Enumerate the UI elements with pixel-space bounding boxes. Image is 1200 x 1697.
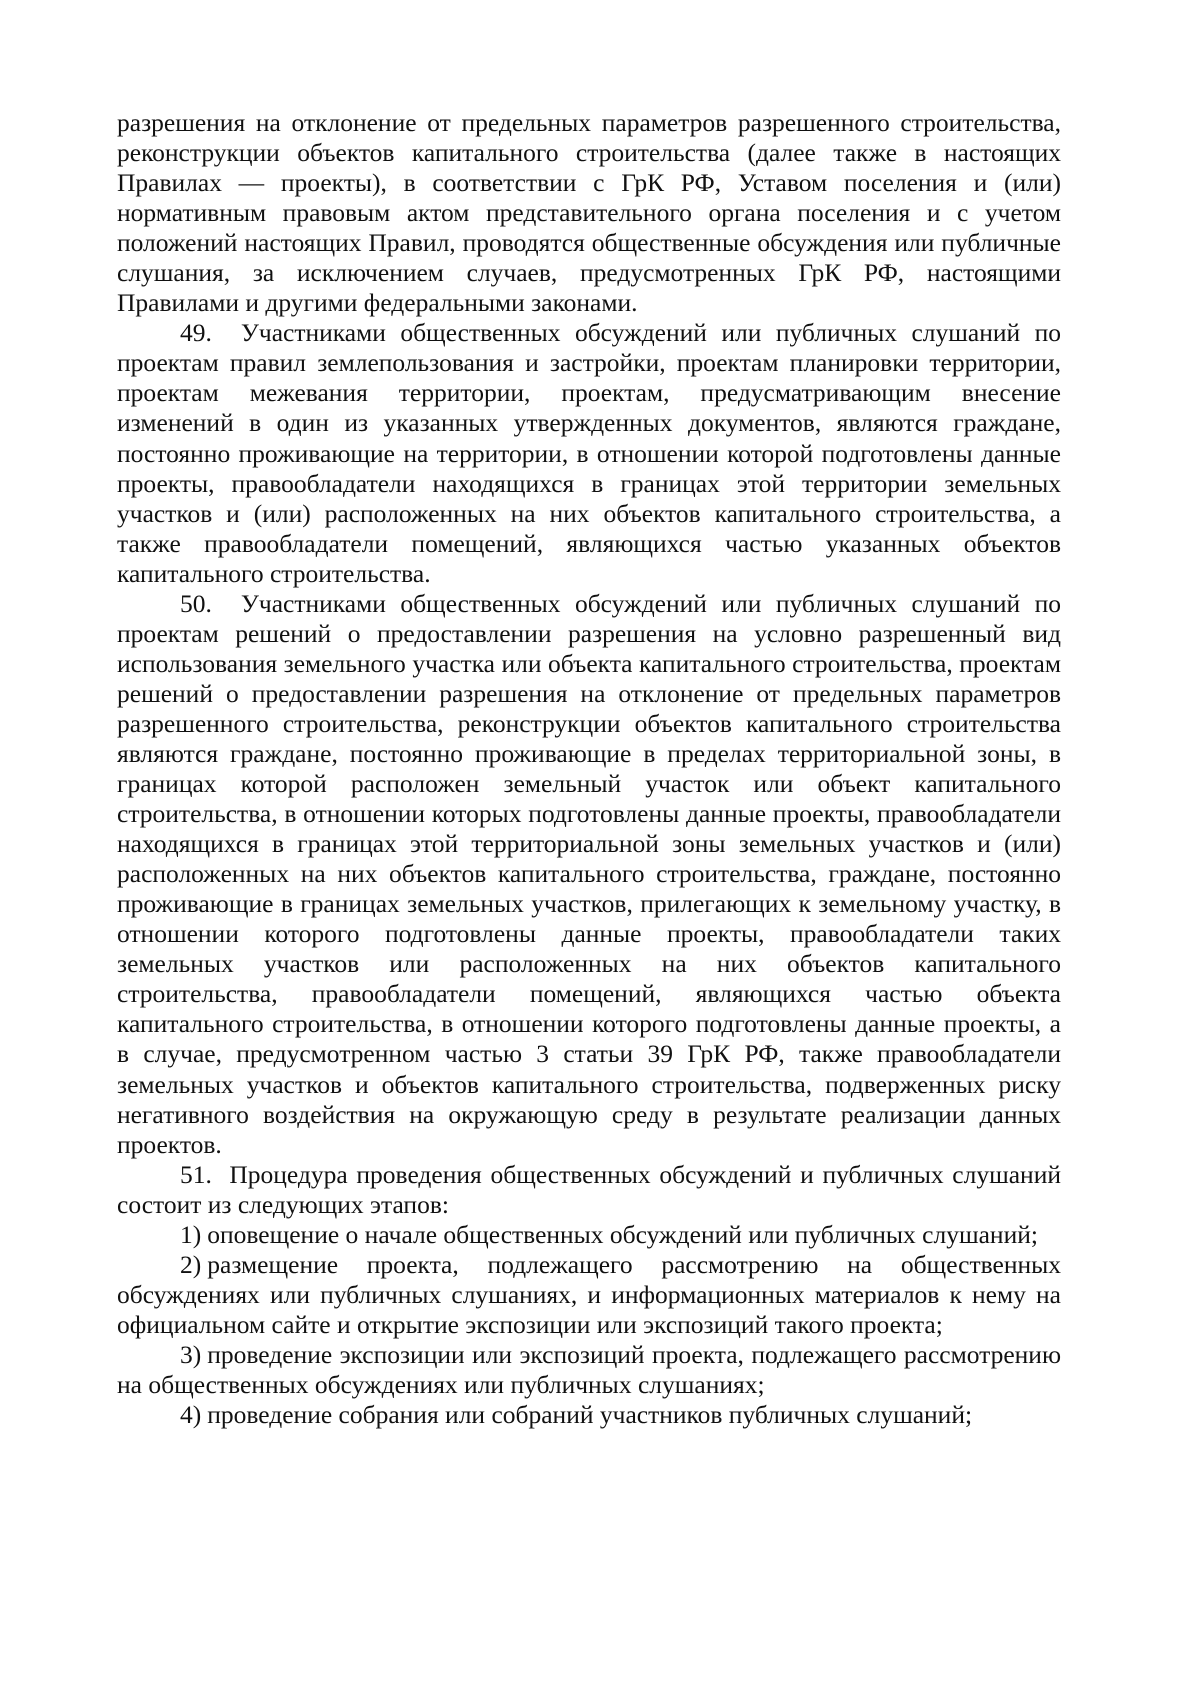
paragraph-number: 49. (180, 318, 212, 348)
list-item-4 (117, 1400, 1061, 1430)
paragraph-continuation (117, 108, 1061, 318)
list-item-text: проведение экспозиции или экспозиций проекта, подлежащего рассмотрению на общественных обсуждениях или публичных слушаниях; (117, 1339, 1061, 1399)
paragraph-text: Участниками общественных обсуждений или публичных слушаний по проектам правил землепользования и застройки, проектам планировки территории, проектам межевания территории, проектам, предусматривающим внесение изменений в один из указанных утвержденных документов, являются граждане, постоянно проживающие на территории, в отношении которой подготовлены данные проекты, правообладатели находящихся в границах этой территории земельных участков и (или) расположенных на них объектов капитального строительства, а также правообладатели помещений, являющихся частью указанных объектов капитального строительства. (117, 318, 1062, 588)
list-item-number: 1) (180, 1219, 202, 1249)
list-item-2 (117, 1250, 1061, 1340)
list-item-1 (117, 1220, 1061, 1250)
list-item-number: 2) (180, 1249, 202, 1279)
paragraph-text: разрешения на отклонение от предельных параметров разрешенного строительства, реконструкции объектов капитального строительства (далее также в настоящих Правилах — проекты), в соответствии с ГрК РФ, Уставом поселения и (или) нормативным правовым актом представительного органа поселения и с учетом положений настоящих Правил, проводятся общественные обсуждения или публичные слушания, за исключением случаев, предусмотренных ГрК РФ, настоящими Правилами и другими федеральными законами. (117, 108, 1061, 318)
list-item-3 (117, 1340, 1061, 1400)
list-item-number: 4) (180, 1400, 202, 1430)
paragraph-number: 50. (180, 588, 212, 618)
document-page (117, 108, 1061, 1430)
list-item-text: оповещение о начале общественных обсуждений или публичных слушаний; (207, 1219, 1038, 1249)
paragraph-51 (117, 1160, 1061, 1220)
paragraph-50 (117, 589, 1061, 1160)
list-item-text: проведение собрания или собраний участников публичных слушаний; (207, 1400, 973, 1430)
paragraph-number: 51. (180, 1159, 212, 1189)
paragraph-text: Участниками общественных обсуждений или публичных слушаний по проектам решений о предоставлении разрешения на условно разрешенный вид использования земельного участка или объекта капитального строительства, проектам решений о предоставлении разрешения на отклонение от предельных параметров разрешенного строительства, реконструкции объектов капитального строительства являются граждане, постоянно проживающие в пределах территориальной зоны, в границах которой расположен земельный участок или объект капитального строительства, в отношении которых подготовлены данные проекты, правообладатели находящихся в границах этой территориальной зоны земельных участков и (или) расположенных на них объектов капитального строительства, граждане, постоянно проживающие в границах земельных участков, прилегающих к земельному участку, в отношении которого подготовлены данные проекты, правообладатели таких земельных участков или расположенных на них объектов капитального строительства, правообладатели помещений, являющихся частью объекта капитального строительства, в отношении которого подготовлены данные проекты, а в случае, предусмотренном частью 3 статьи 39 ГрК РФ, также правообладатели земельных участков и объектов капитального строительства, подверженных риску негативного воздействия на окружающую среду в результате реализации данных проектов. (117, 588, 1062, 1159)
list-item-number: 3) (180, 1339, 202, 1369)
paragraph-49 (117, 318, 1061, 588)
list-item-text: размещение проекта, подлежащего рассмотрению на общественных обсуждениях или публичных слушаниях, и информационных материалов к нему на официальном сайте и открытие экспозиции или экспозиций такого проекта; (117, 1249, 1061, 1339)
paragraph-text: Процедура проведения общественных обсуждений и публичных слушаний состоит из следующих этапов: (117, 1159, 1061, 1219)
